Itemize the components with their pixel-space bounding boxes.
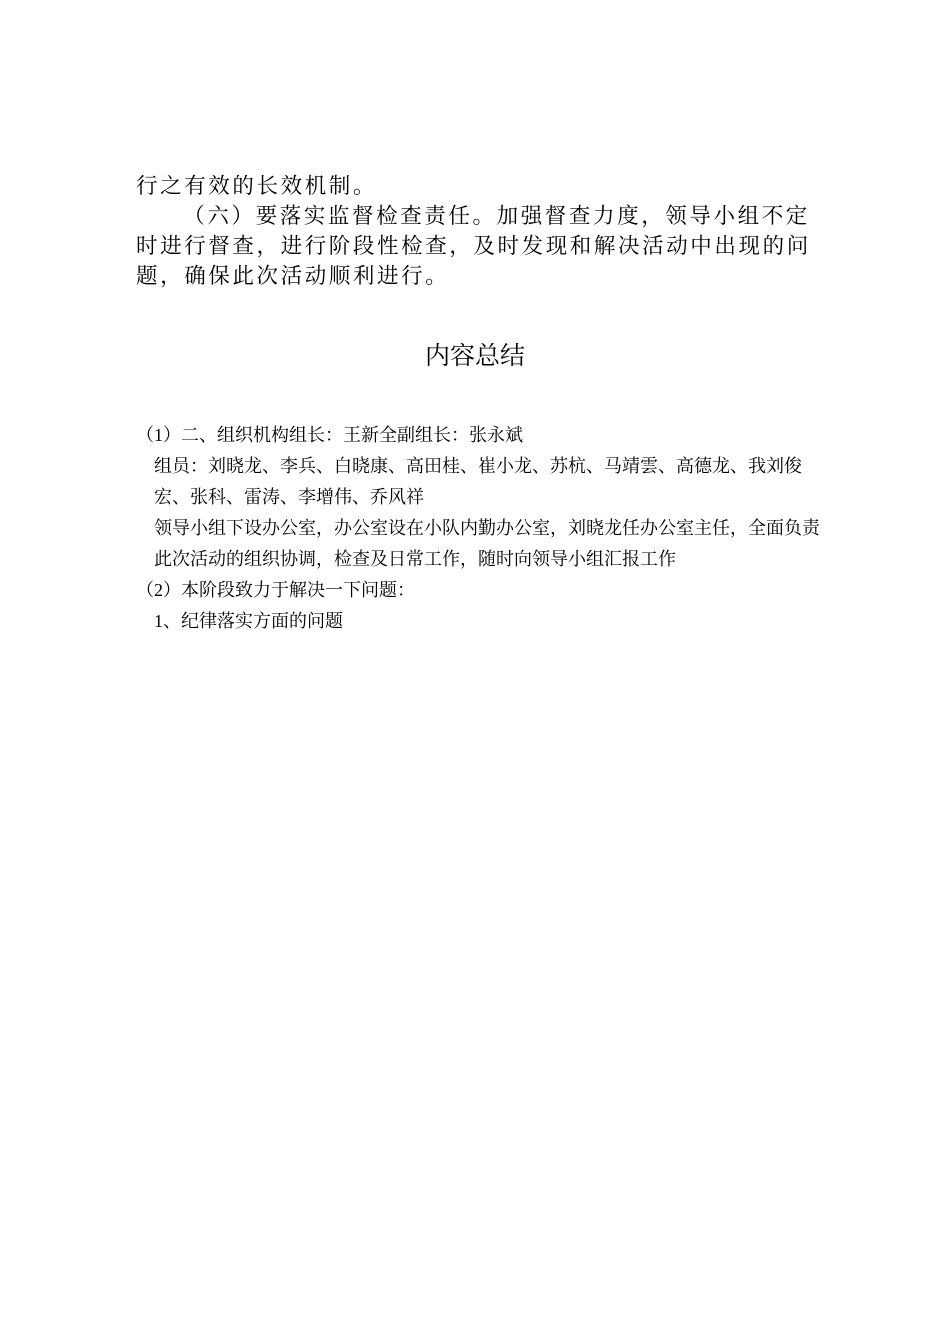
summary-paragraph-members: 组员：刘晓龙、李兵、白晓康、高田桂、崔小龙、苏杭、马靖雲、高德龙、我刘俊宏、张科、雷涛、李增伟、乔风祥 [154,456,802,507]
summary-paragraph-office: 领导小组下设办公室，办公室设在小队内勤办公室，刘晓龙任办公室主任，全面负责此次活动的组织协调，检查及日常工作，随时向领导小组汇报工作 [154,518,820,569]
summary-paragraph-discipline: 1、纪律落实方面的问题 [154,611,343,631]
summary-paragraph-stage: （2）本阶段致力于解决一下问题： [136,580,415,600]
item-six-paragraph: （六）要落实监督检查责任。加强督查力度，领导小组不定时进行督查，进行阶段性检查，及时发现和解决活动中出现的问题，确保此次活动顺利进行。 [136,204,811,289]
summary-paragraph-organization: （1）二、组织机构组长：王新全副组长：张永斌 [136,425,523,445]
continuation-paragraph: 行之有效的长效机制。 [136,174,378,199]
summary-section [136,420,836,637]
summary-title: 内容总结 [424,341,525,370]
document-body [136,172,826,292]
